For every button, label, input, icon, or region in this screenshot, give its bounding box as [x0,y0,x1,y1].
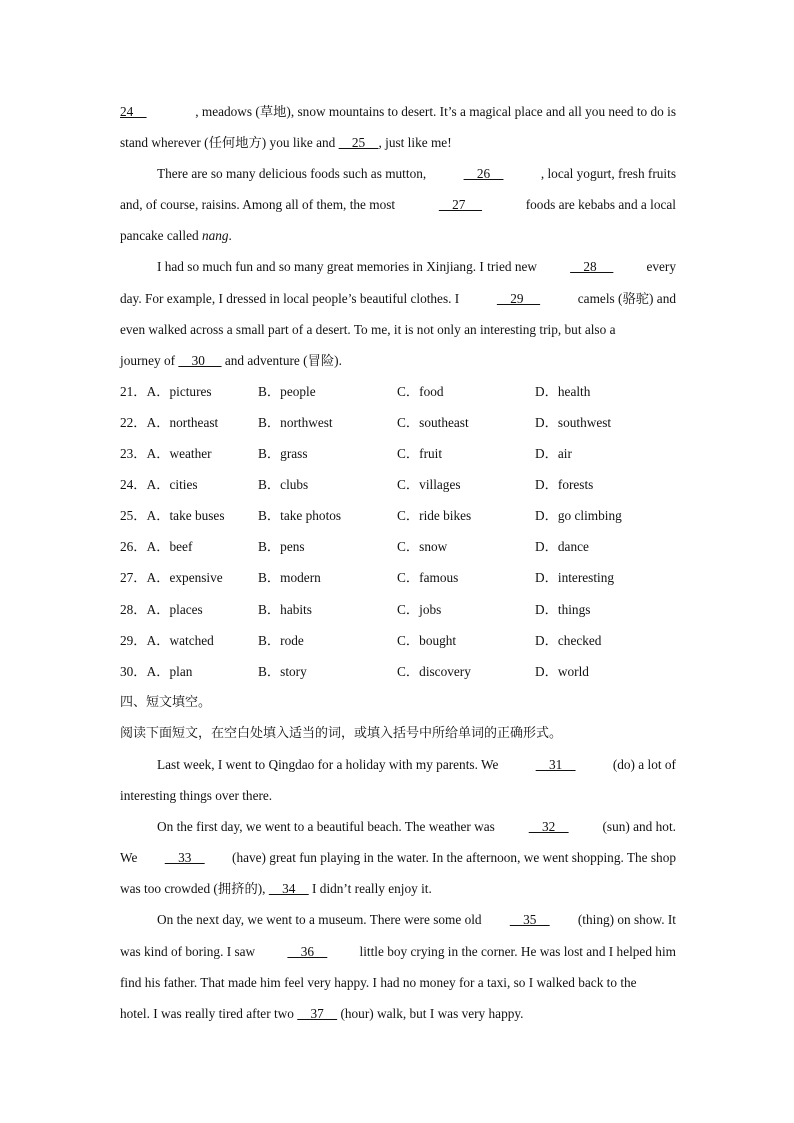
option-c[interactable]: C．food [397,383,444,399]
option-b[interactable]: B．people [258,383,316,399]
option-c[interactable]: C．famous [397,570,459,586]
option-a[interactable]: 22．A．northeast [120,414,219,430]
passage2-line [120,873,676,904]
passage-text: stand wherever (任何地方) you like and [120,135,339,151]
passage-text: little boy crying in the corner. He was lost and I helped him [359,943,676,959]
passage-text: , local yogurt, fresh fruits [540,166,676,182]
passage1-line [120,345,676,376]
passage-text: day. For example, I dressed in local people’s beautiful clothes. I [120,290,460,306]
word-nang: nang [201,228,229,244]
answer-blank[interactable]: 25 [338,135,379,151]
answer-blank[interactable]: 24 [120,104,147,119]
option-a[interactable]: 23．A．weather [120,446,212,462]
answer-blank[interactable]: 37 [297,1005,338,1021]
answer-blank[interactable]: 32 [528,819,569,835]
passage2-line [120,998,676,1029]
question-list [120,376,676,687]
option-b[interactable]: B．modern [258,570,321,586]
passage-text: journey of [120,352,179,368]
passage1-line [120,96,676,127]
passage1-line [120,251,676,282]
passage-text: interesting things over there. [120,788,273,804]
section-heading: 四、短文填空。 [120,694,212,710]
passage-text: On the next day, we went to a museum. There were some old [157,912,482,928]
option-a[interactable]: 21．A．pictures [120,383,212,399]
answer-blank[interactable]: 27 [438,197,483,213]
passage-text: even walked across a small part of a desert. To me, it is not only an interesting trip, but also a [120,321,616,337]
answer-blank[interactable]: 29 [496,290,541,306]
option-a[interactable]: 26．A．beef [120,539,193,555]
option-a[interactable]: 30．A．plan [120,663,193,679]
option-d[interactable]: D．air [535,446,572,462]
passage-text: pancake called [120,228,202,244]
option-b[interactable]: B．northwest [258,414,333,430]
option-d[interactable]: D．health [535,383,591,399]
option-d[interactable]: D．checked [535,632,602,648]
option-d[interactable]: D．forests [535,477,594,493]
option-b[interactable]: B．take photos [258,508,342,524]
passage-text: . [228,228,232,244]
question-row [120,438,676,469]
passage-text: every [646,259,676,275]
option-d[interactable]: D．southwest [535,414,612,430]
passage-text: I had so much fun and so many great memories in Xinjiang. I tried new [157,259,537,275]
passage-text: was too crowded (拥挤的), [120,881,269,897]
passage2-line [120,749,676,780]
passage2-line [120,780,676,811]
option-c[interactable]: C．villages [397,477,461,493]
answer-blank[interactable]: 35 [509,912,550,928]
passage-text: hotel. I was really tired after two [120,1005,298,1021]
option-c[interactable]: C．discovery [397,663,471,679]
option-c[interactable]: C．fruit [397,446,443,462]
passage2-line [120,936,676,967]
answer-blank[interactable]: 33 [164,850,205,866]
option-b[interactable]: B．pens [258,539,305,555]
option-b[interactable]: B．story [258,663,307,679]
option-d[interactable]: D．things [535,601,591,617]
passage-text: (thing) on show. It [577,912,676,928]
question-row [120,500,676,531]
passage-text: We [120,850,138,866]
passage-text: find his father. That made him feel very happy. I had no money for a taxi, so I walked back to the [120,974,637,990]
question-row [120,531,676,562]
passage2-line [120,967,676,998]
option-d[interactable]: D．dance [535,539,589,555]
option-c[interactable]: C．bought [397,632,457,648]
answer-blank[interactable]: 31 [535,756,576,772]
option-d[interactable]: D．interesting [535,570,615,586]
passage1-line [120,127,676,158]
passage-text: I didn’t really enjoy it. [308,881,432,897]
passage2-line [120,811,676,842]
passage-text: (hour) walk, but I was very happy. [337,1005,524,1021]
passage-text: , meadows (草地), snow mountains to desert. It’s a magical place and all you need to do is [195,104,676,119]
option-a[interactable]: 29．A．watched [120,632,214,648]
passage-text: camels (骆驼) and [577,290,676,306]
question-row [120,562,676,593]
question-row [120,407,676,438]
option-c[interactable]: C．ride bikes [397,508,472,524]
worksheet-page [120,96,676,1029]
answer-blank[interactable]: 34 [268,881,309,897]
passage1-line [120,314,676,345]
option-c[interactable]: C．southeast [397,414,469,430]
passage-text: and, of course, raisins. Among all of them, the most [120,197,396,213]
option-a[interactable]: 25．A．take buses [120,508,225,524]
passage-text: (have) great fun playing in the water. In the afternoon, we went shopping. The shop [232,850,676,866]
option-b[interactable]: B．grass [258,446,308,462]
option-b[interactable]: B．clubs [258,477,309,493]
passage-text: There are so many delicious foods such as mutton, [157,166,427,182]
passage1-line [120,158,676,189]
passage-text: On the first day, we went to a beautiful beach. The weather was [157,819,495,835]
passage1-line [120,220,676,251]
option-a[interactable]: 27．A．expensive [120,570,223,586]
passage1-line [120,283,676,314]
passage-text: (sun) and hot. [602,819,676,835]
option-b[interactable]: B．habits [258,601,312,617]
option-a[interactable]: 28．A．places [120,601,203,617]
passage1-line [120,189,676,220]
question-row [120,656,676,687]
section-instruction: 阅读下面短文，在空白处填入适当的词，或填入括号中所给单词的正确形式。 [120,725,563,741]
passage2-line [120,842,676,873]
passage2-line [120,904,676,935]
option-d[interactable]: D．world [535,663,589,679]
passage-text: Last week, I went to Qingdao for a holiday with my parents. We [157,756,499,772]
question-row [120,594,676,625]
option-b[interactable]: B．rode [258,632,304,648]
question-row [120,469,676,500]
option-c[interactable]: C．snow [397,539,448,555]
passage-text: was kind of boring. I saw [120,943,256,959]
question-row [120,376,676,407]
option-a[interactable]: 24．A．cities [120,477,198,493]
answer-blank[interactable]: 28 [570,259,614,275]
passage-text: (do) a lot of [612,756,676,772]
answer-blank[interactable]: 30 [178,352,222,368]
option-c[interactable]: C．jobs [397,601,442,617]
passage-text: , just like me! [378,135,452,151]
answer-blank[interactable]: 36 [287,943,328,959]
passage-text: and adventure (冒险). [221,352,342,368]
question-row [120,625,676,656]
answer-blank[interactable]: 26 [463,166,504,182]
passage-text: foods are kebabs and a local [525,197,676,213]
option-d[interactable]: D．go climbing [535,508,622,524]
